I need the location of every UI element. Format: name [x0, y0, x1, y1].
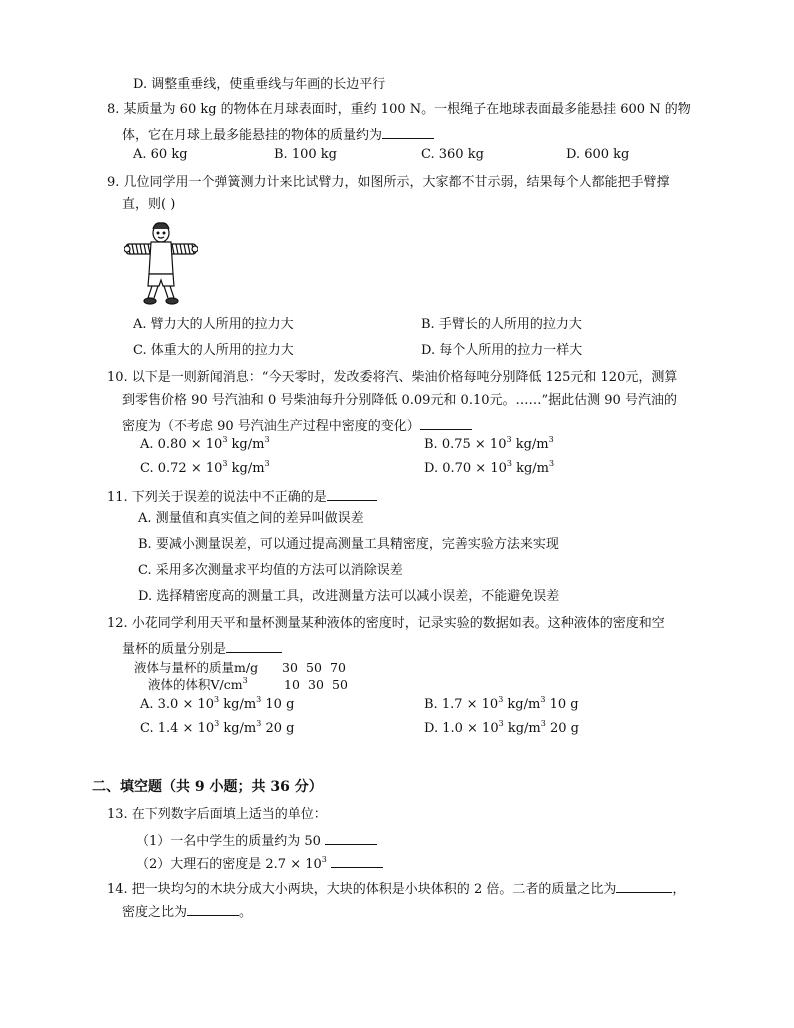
q11-option-b: B. 要减小测量误差，可以通过提高测量工具精密度，完善实验方法来实现 [138, 537, 559, 552]
q11-stem [107, 486, 377, 507]
q14-density-ratio-blank[interactable] [187, 901, 239, 916]
q13-item2-blank[interactable] [331, 853, 383, 868]
q12-option-d: D. $1.0 \times 10^3$ $kg/m^3$ 20 g [424, 719, 579, 736]
q11-option-d: D. 选择精密度高的测量工具，改进测量方法可以减小误差，不能避免误差 [138, 589, 560, 604]
q12-stem-line2 [122, 638, 282, 659]
q9-stem-line2: 直，则( ) [122, 197, 176, 212]
q12-data-table-row1 [134, 660, 354, 676]
q10-stem-text: 密度为（不考虑 90 号汽油生产过程中密度的变化） [122, 419, 420, 434]
q14-stem-line2: 密度之比为 。 [122, 901, 252, 922]
q9-option-d: D. 每个人所用的拉力一样大 [421, 343, 583, 358]
q8-option-b: B. 100 kg [274, 147, 337, 162]
q13-item1 [136, 830, 377, 851]
q12-table-cell: 30 [308, 677, 324, 692]
section-title: 二、填空题（共 9 小题；共 36 分） [92, 779, 323, 795]
q10-answer-blank[interactable] [420, 415, 472, 430]
q10-option-a: A. $0.80 \times 10^3$ $kg/m^3$ [140, 435, 270, 452]
q13-item1-text: （1）一名中学生的质量约为 50 [136, 834, 321, 849]
q12-table-cell: 70 [330, 660, 346, 675]
q8-option-d: D. 600 kg [566, 147, 630, 162]
q8-option-c: C. 360 kg [421, 147, 484, 162]
q8-stem-line2 [122, 124, 434, 145]
q13-item1-blank[interactable] [325, 830, 377, 845]
q10-stem-line1: 10. 以下是一则新闻消息：“今天零时，发改委将汽、柴油价格每吨分别降低 125元和 120元，测算 [107, 370, 678, 385]
q11-option-c: C. 采用多次测量求平均值的方法可以消除误差 [138, 563, 403, 578]
q9-option-a: A. 臂力大的人所用的拉力大 [133, 317, 294, 332]
q10-stem-line2: 到零售价格 90 号汽油和 0 号柴油每升分别降低 0.09元和 0.10元。……”据此估测 90 号汽油的 [122, 393, 677, 408]
q12-option-c: C. $1.4 \times 10^3$ $kg/m^3$ 20 g [140, 719, 295, 736]
q12-option-a: A. $3.0 \times 10^3$ $kg/m^3$ 10 g [140, 695, 295, 712]
q8-answer-blank[interactable] [382, 124, 434, 139]
q10-option-c: C. $0.72 \times 10^3$ $kg/m^3$ [140, 459, 270, 476]
q8-stem-text: 体，它在月球上最多能悬挂的物体的质量约为 [122, 128, 383, 143]
q12-option-b: B. $1.7 \times 10^3$ $kg/m^3$ 10 g [424, 695, 579, 712]
q13-item2 [136, 853, 383, 874]
q14-mass-ratio-blank[interactable] [616, 878, 672, 893]
q12-table-cell: 50 [306, 660, 322, 675]
q8-stem-line1: 8. 某质量为 60 kg 的物体在月球表面时，重约 100 N。一根绳子在地球表面最多能悬挂 600 N 的物 [107, 102, 691, 117]
q12-table-row1-label: 液体与量杯的质量m/g [134, 660, 259, 675]
q12-table-cell: 10 [284, 677, 300, 692]
q10-option-b: B. $0.75 \times 10^3$ $kg/m^3$ [424, 435, 554, 452]
q8-option-a: A. 60 kg [133, 147, 188, 162]
q9-stem-line1: 9. 几位同学用一个弹簧测力计来比试臂力，如图所示，大家都不甘示弱，结果每个人都能把手臂撑 [107, 175, 670, 190]
q12-stem-line1: 12. 小花同学利用天平和量杯测量某种液体的密度时，记录实验的数据如表。这种液体的密度和空 [107, 616, 665, 631]
q12-table-row2-label: 液体的体积$V/cm^3$ [148, 676, 248, 692]
person-stretching-spring-icon [124, 220, 198, 308]
q7-option-d: D. 调整重垂线，使重垂线与年画的长边平行 [133, 77, 386, 92]
q11-option-a: A. 测量值和真实值之间的差异叫做误差 [138, 511, 364, 526]
q10-option-d: D. $0.70 \times 10^3$ $kg/m^3$ [424, 459, 555, 476]
q12-stem-text: 量杯的质量分别是 [122, 642, 227, 657]
q12-data-table-row2 [148, 677, 356, 693]
q9-option-b: B. 手臂长的人所用的拉力大 [421, 317, 582, 332]
q12-table-cell: 30 [282, 660, 298, 675]
q12-table-cell: 50 [332, 677, 348, 692]
q11-answer-blank[interactable] [327, 486, 377, 501]
q9-option-c: C. 体重大的人所用的拉力大 [133, 343, 294, 358]
q14-stem-text2: 密度之比为 [122, 905, 188, 920]
q10-stem-line3 [122, 415, 472, 436]
q12-answer-blank[interactable] [226, 638, 282, 653]
q14-stem-text: 14. 把一块均匀的木块分成大小两块，大块的体积是小块体积的 2 倍。二者的质量之比为 [107, 882, 617, 897]
q11-stem-text: 11. 下列关于误差的说法中不正确的是 [107, 490, 327, 505]
q13-stem: 13. 在下列数字后面填上适当的单位： [107, 807, 327, 822]
q14-stem-line1: 14. 把一块均匀的木块分成大小两块，大块的体积是小块体积的 2 倍。二者的质量之比为 ， [107, 878, 685, 899]
q13-item2-text: （2）大理石的密度是 $2.7 \times 10^3$ [136, 855, 327, 872]
